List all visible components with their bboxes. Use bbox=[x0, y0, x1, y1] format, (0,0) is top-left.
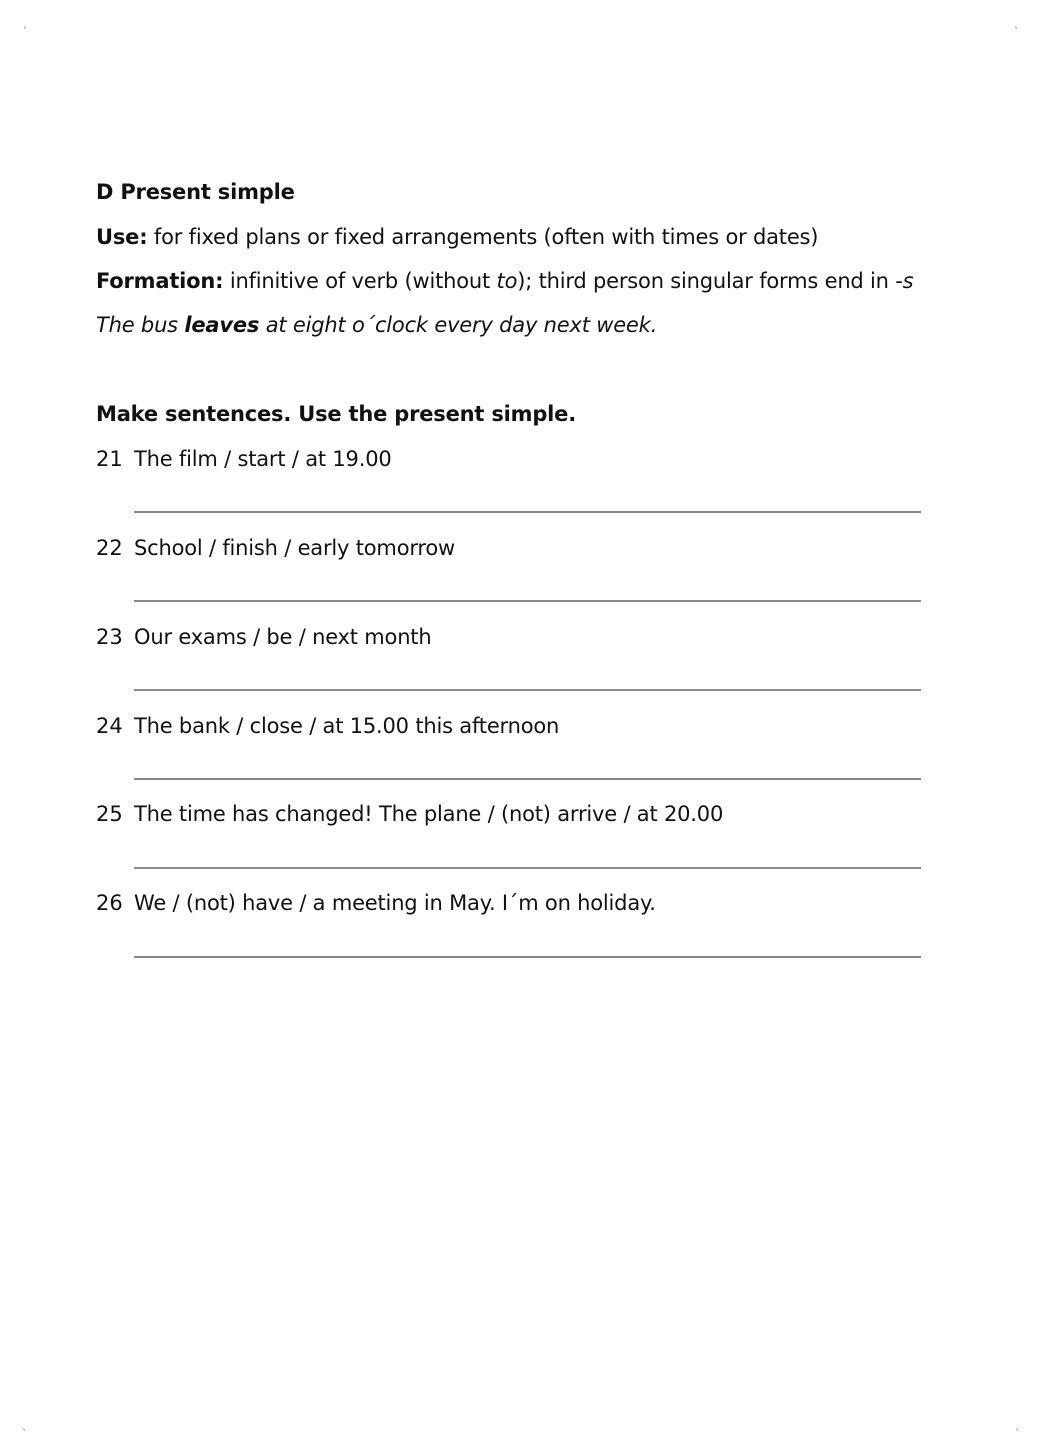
formation-text-b: ); third person singular forms end in - bbox=[517, 269, 903, 293]
exercise-number: 21 bbox=[96, 447, 123, 471]
example-verb: leaves bbox=[184, 313, 260, 337]
formation-italic: to bbox=[496, 269, 518, 293]
crop-mark-top-left: ˏ bbox=[22, 18, 27, 29]
exercise-prompt: The film / start / at 19.00 bbox=[134, 447, 392, 471]
answer-line[interactable] bbox=[134, 600, 921, 602]
exercise-number: 22 bbox=[96, 536, 123, 560]
exercise-prompt: We / (not) have / a meeting in May. I´m on holiday. bbox=[134, 891, 656, 915]
exercise-number: 23 bbox=[96, 625, 123, 649]
formation-text-a: infinitive of verb (without bbox=[223, 269, 497, 293]
exercise-prompt: The time has changed! The plane / (not) arrive / at 20.00 bbox=[134, 802, 724, 826]
exercise-prompt: School / finish / early tomorrow bbox=[134, 536, 455, 560]
exercise-number: 25 bbox=[96, 802, 123, 826]
crop-mark-bottom-left: ˎ bbox=[22, 1420, 27, 1431]
use-line bbox=[96, 225, 818, 249]
example-sentence bbox=[96, 313, 657, 337]
exercise-prompt: The bank / close / at 15.00 this afternoon bbox=[134, 714, 560, 738]
formation-label: Formation: bbox=[96, 269, 224, 293]
use-label: Use: bbox=[96, 225, 148, 249]
answer-line[interactable] bbox=[134, 956, 921, 958]
example-text-b: at eight o´clock every day next week. bbox=[259, 313, 658, 337]
crop-mark-top-right: ˎ bbox=[1014, 18, 1019, 29]
task-instruction: Make sentences. Use the present simple. bbox=[96, 402, 576, 426]
exercise-prompt: Our exams / be / next month bbox=[134, 625, 432, 649]
use-text: for fixed plans or fixed arrangements (often with times or dates) bbox=[147, 225, 819, 249]
answer-line[interactable] bbox=[134, 778, 921, 780]
answer-line[interactable] bbox=[134, 511, 921, 513]
crop-mark-bottom-right: ˏ bbox=[1014, 1420, 1019, 1431]
answer-line[interactable] bbox=[134, 867, 921, 869]
example-text-a: The bus bbox=[96, 313, 185, 337]
section-heading: D Present simple bbox=[96, 180, 295, 204]
exercise-number: 26 bbox=[96, 891, 123, 915]
formation-suffix: s bbox=[902, 269, 914, 293]
exercise-number: 24 bbox=[96, 714, 123, 738]
formation-line bbox=[96, 269, 913, 293]
answer-line[interactable] bbox=[134, 689, 921, 691]
